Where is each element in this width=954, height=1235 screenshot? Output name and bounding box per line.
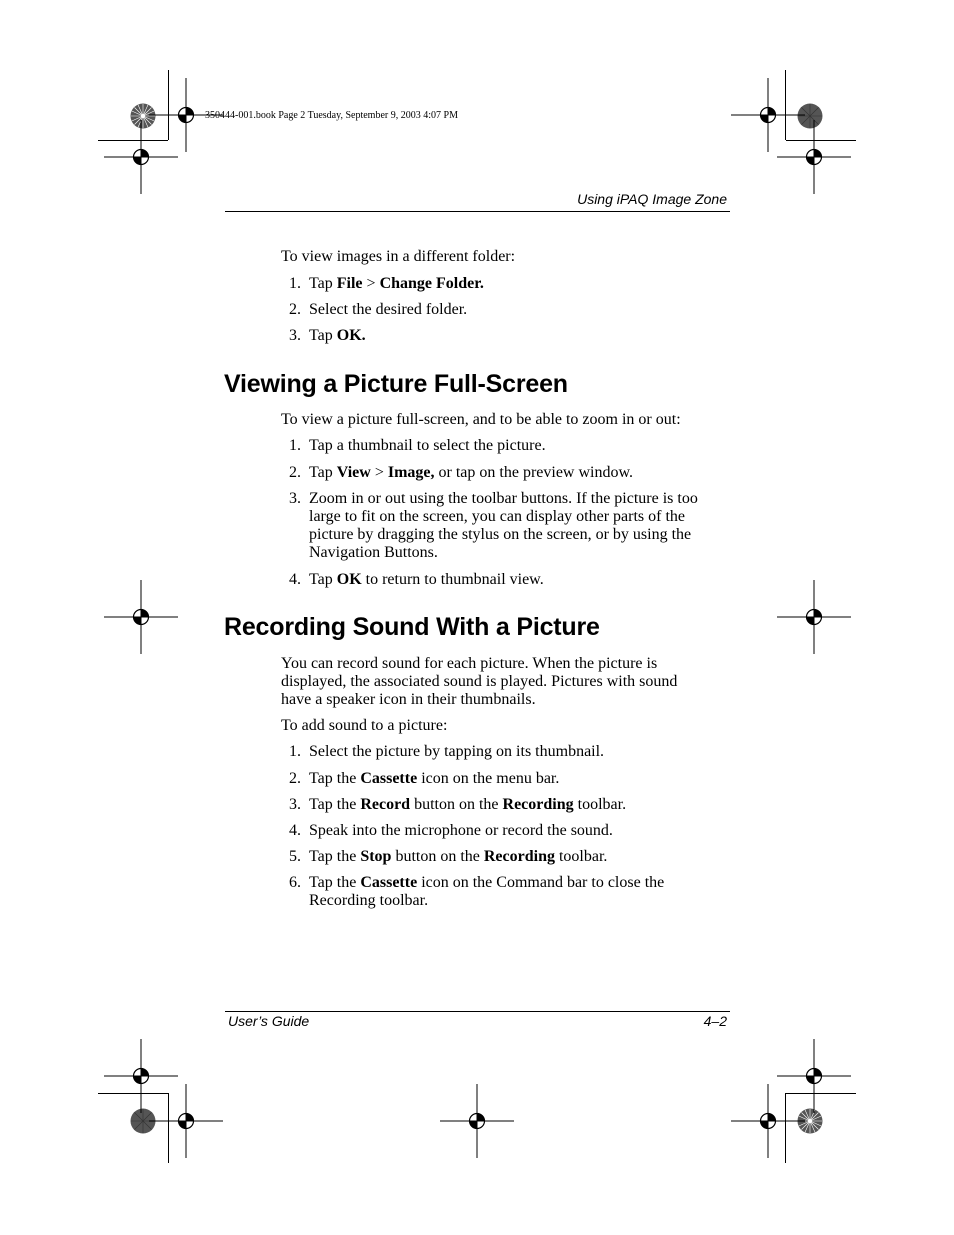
section1-intro: To view a picture full-screen, and to be able to zoom in or out: — [281, 411, 681, 428]
crosshair-target-icon — [146, 1081, 226, 1161]
list-item-number: 2. — [289, 464, 301, 481]
list-item-text: Navigation Buttons. — [309, 544, 438, 561]
list-item-number: 1. — [289, 743, 301, 760]
crosshair-target-icon — [101, 117, 181, 197]
list-item-text: Recording toolbar. — [309, 892, 429, 909]
list-item-text: Tap OK. — [309, 327, 366, 344]
running-header: Using iPAQ Image Zone — [577, 191, 727, 207]
list-item-text: picture by dragging the stylus on the screen, or by using the — [309, 526, 692, 543]
section2-intro: To add sound to a picture: — [281, 717, 448, 734]
crosshair-target-icon — [437, 1081, 517, 1161]
list-item-number: 4. — [289, 822, 301, 839]
print-slug: 350444-001.book Page 2 Tuesday, September 9, 2003 4:07 PM — [205, 110, 458, 121]
list-item-number: 1. — [289, 437, 301, 454]
list-item-number: 6. — [289, 874, 301, 891]
footer-guide-title: User’s Guide — [228, 1013, 310, 1029]
list-item-text: Tap File > Change Folder. — [309, 275, 484, 292]
list-item-number: 2. — [289, 301, 301, 318]
footer-page-number: 4–2 — [703, 1013, 727, 1029]
crosshair-target-icon — [101, 577, 181, 657]
list-item-number: 3. — [289, 796, 301, 813]
list-item-number: 5. — [289, 848, 301, 865]
list-item-text: Tap the Stop button on the Recording toolbar. — [309, 848, 608, 865]
section-heading-full-screen: Viewing a Picture Full-Screen — [224, 370, 568, 398]
crosshair-target-icon — [774, 117, 854, 197]
section2-para-line: displayed, the associated sound is played. Pictures with sound — [281, 673, 678, 690]
list-item-text: Select the desired folder. — [309, 301, 468, 318]
list-item-text: Select the picture by tapping on its thumbnail. — [309, 743, 605, 760]
list-item-number: 2. — [289, 770, 301, 787]
list-item-text: Tap the Record button on the Recording toolbar. — [309, 796, 627, 813]
crosshair-target-icon — [774, 577, 854, 657]
list-item-text: Speak into the microphone or record the sound. — [309, 822, 613, 839]
list-item-text: Tap the Cassette icon on the Command bar to close the — [309, 874, 665, 891]
list-item-number: 3. — [289, 490, 301, 507]
crosshair-target-icon — [728, 1081, 808, 1161]
list-item-text: Tap a thumbnail to select the picture. — [309, 437, 546, 454]
list-item-text: Zoom in or out using the toolbar buttons. If the picture is too — [309, 490, 698, 507]
list-item-number: 4. — [289, 571, 301, 588]
section2-para-line: You can record sound for each picture. When the picture is — [281, 655, 658, 672]
section2-para-line: have a speaker icon in their thumbnails. — [281, 691, 536, 708]
footer-rule — [225, 1011, 730, 1012]
header-rule — [225, 211, 730, 212]
section-heading-recording-sound: Recording Sound With a Picture — [224, 613, 600, 641]
list-item-text: Tap View > Image, or tap on the preview window. — [309, 464, 633, 481]
list-item-text: Tap the Cassette icon on the menu bar. — [309, 770, 560, 787]
list-item-text: Tap OK to return to thumbnail view. — [309, 571, 544, 588]
folder-intro: To view images in a different folder: — [281, 248, 516, 265]
list-item-number: 1. — [289, 275, 301, 292]
list-item-text: large to fit on the screen, you can display other parts of the — [309, 508, 686, 525]
list-item-number: 3. — [289, 327, 301, 344]
